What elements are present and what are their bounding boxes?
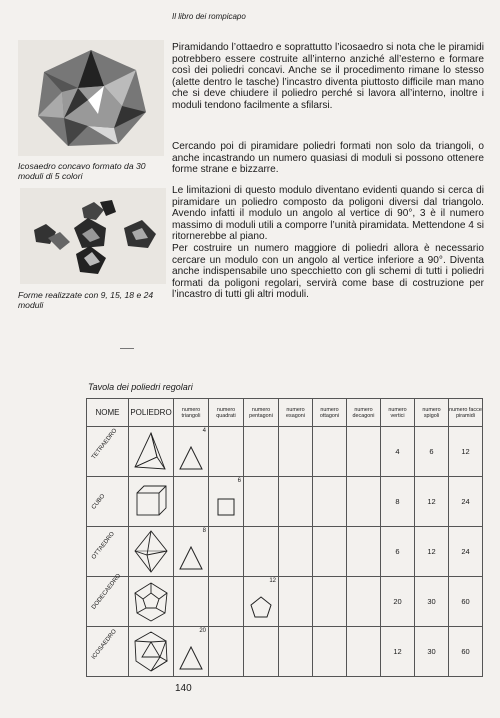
row-name: CUBO [87, 477, 129, 527]
col-header-spigoli: numero spigoli [415, 399, 449, 427]
pencil-mark [120, 348, 134, 349]
octahedron-drawing [129, 527, 174, 577]
caption-photo-2: Forme realizzate con 9, 15, 18 e 24 moduli [18, 290, 154, 310]
table-row [87, 627, 483, 677]
col-header-vertici: numero vertici [381, 399, 415, 427]
col-header-esagoni: numero esagoni [279, 399, 313, 427]
pyramid-faces-cell: 60 [449, 577, 483, 627]
vertices-cell: 12 [381, 627, 415, 677]
table-row [87, 527, 483, 577]
edges-cell: 12 [415, 477, 449, 527]
vertices-cell: 6 [381, 527, 415, 577]
paragraph-4: Per costruire un numero maggiore di poliedri allora è necessario cercare un modulo con un angolo al vertice inferiore a 90°. Diventa anche indispensabile uno specchietto con gli schemi di tutti i poliedri formati da poligoni regolari, servirà come base di costruzione per l’incastro di tutti gli altri moduli. [172, 242, 484, 301]
vertices-cell: 20 [381, 577, 415, 627]
col-header-nome: NOME [87, 399, 129, 427]
triangle-icon [180, 447, 202, 469]
col-header-triangoli: numero triangoli [174, 399, 209, 427]
cube-drawing [129, 477, 174, 527]
edges-cell: 6 [415, 427, 449, 477]
vertices-cell: 8 [381, 477, 415, 527]
pyramid-faces-cell: 24 [449, 527, 483, 577]
col-header-ottagoni: numero ottagoni [313, 399, 347, 427]
running-header: Il libro dei rompicapo [172, 12, 246, 21]
tetrahedron-drawing [129, 427, 174, 477]
paragraph-3: Le limitazioni di questo modulo diventano evidenti quando si cerca di piramidare un poliedro composto da poligoni diversi dal triangolo. Avendo infatti il modulo un angolo al vertice di 90°, 3 è il numero massimo di moduli utili a comporre l’unità piramidata. Mettendone 4 si ritornerebbe al piano. [172, 185, 484, 243]
pentagon-icon [251, 597, 271, 617]
body-text-block-3 [172, 185, 484, 301]
triangle-icon [180, 647, 202, 669]
modular-shapes-photo [20, 188, 166, 284]
paragraph-1: Piramidando l’ottaedro e soprattutto l’icosaedro si nota che le piramidi potrebbero essere costruite all’interno anziché all’esterno e formare così dei poliedri concavi. Anche se il procedimento rimane lo stesso (alette dentro le tasche) l’incastro diventa piuttosto difficile man mano che si deve chiudere il poliedro perché si lavora all’interno, inoltre i moduli tendono facilmente a sfilarsi. [172, 42, 484, 111]
table-title: Tavola dei poliedri regolari [88, 382, 193, 392]
table-row [87, 577, 483, 627]
edges-cell: 30 [415, 577, 449, 627]
col-header-facce-piramidi: numero facce piramidi [449, 399, 483, 427]
table-row [87, 477, 483, 527]
vertices-cell: 4 [381, 427, 415, 477]
triangle-cell: 20 [174, 627, 209, 677]
pentagon-cell: 12 [244, 577, 279, 627]
icosahedron-drawing [129, 627, 174, 677]
row-name: TETRAEDRO [87, 427, 129, 477]
triangle-icon [180, 547, 202, 569]
col-header-pentagoni: numero pentagoni [244, 399, 279, 427]
row-name: OTTAEDRO [87, 527, 129, 577]
row-name: ICOSAEDRO [87, 627, 129, 677]
square-icon [218, 499, 234, 515]
pyramid-faces-cell: 24 [449, 477, 483, 527]
page-number: 140 [175, 683, 192, 694]
pyramid-faces-cell: 60 [449, 627, 483, 677]
triangle-cell: 8 [174, 527, 209, 577]
edges-cell: 30 [415, 627, 449, 677]
table-row [87, 427, 483, 477]
col-header-decagoni: numero decagoni [347, 399, 381, 427]
concave-icosahedron-photo [18, 40, 164, 156]
table-header-row [87, 399, 483, 427]
col-header-quadrati: numero quadrati [209, 399, 244, 427]
body-text-block-1 [172, 42, 484, 112]
square-cell: 6 [209, 477, 244, 527]
triangle-cell: 4 [174, 427, 209, 477]
edges-cell: 12 [415, 527, 449, 577]
col-header-poliedro: POLIEDRO [129, 399, 174, 427]
paragraph-2: Cercando poi di piramidare poliedri formati non solo da triangoli, o anche incastrando un numero quasiasi di moduli si possono ottenere forme strane e bizzarre. [172, 141, 484, 176]
caption-photo-1: Icosaedro concavo formato da 30 moduli di 5 colori [18, 161, 146, 181]
pyramid-faces-cell: 12 [449, 427, 483, 477]
regular-polyhedra-table [86, 398, 483, 677]
body-text-block-2 [172, 141, 484, 176]
dodecahedron-drawing [129, 577, 174, 627]
row-name: DODECAEDRO [87, 577, 129, 627]
